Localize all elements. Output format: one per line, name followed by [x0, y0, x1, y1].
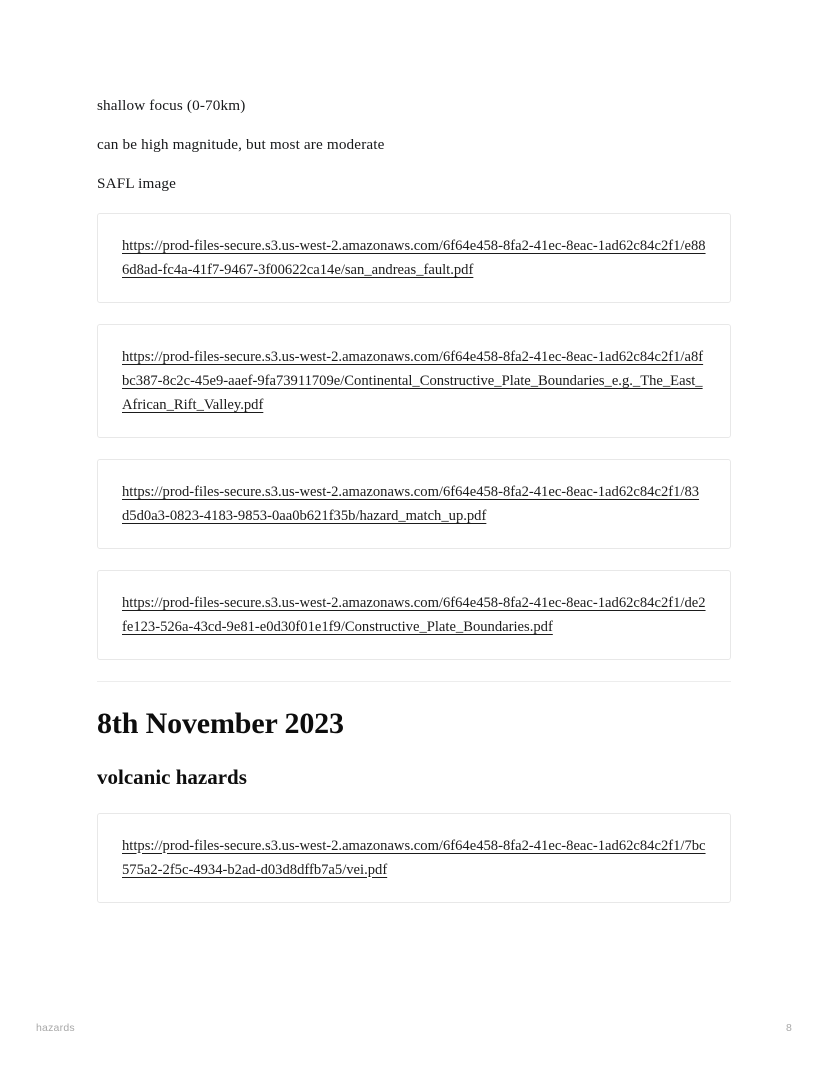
body-paragraph-shallow-focus: shallow focus (0-70km)	[97, 97, 246, 114]
footer-page-number: 8	[785, 1022, 792, 1034]
section-date-heading: 8th November 2023	[97, 707, 344, 741]
file-card-vei[interactable]	[97, 813, 731, 903]
file-card-continental-constructive-plate-boundaries[interactable]	[97, 324, 731, 438]
section-subheading: volcanic hazards	[97, 765, 247, 790]
file-link-san-andreas-fault[interactable]: https://prod-files-secure.s3.us-west-2.amazonaws.com/6f64e458-8fa2-41ec-8eac-1ad62c84c2f1/e886d8ad-fc4a-41f7-9467-3f00622ca14e/san_andreas_fault.pdf	[122, 238, 706, 279]
file-card-san-andreas-fault[interactable]	[97, 213, 731, 303]
file-link-hazard-match-up[interactable]: https://prod-files-secure.s3.us-west-2.amazonaws.com/6f64e458-8fa2-41ec-8eac-1ad62c84c2f1/83d5d0a3-0823-4183-9853-0aa0b621f35b/hazard_match_up.pdf	[122, 484, 700, 525]
file-link-vei[interactable]: https://prod-files-secure.s3.us-west-2.amazonaws.com/6f64e458-8fa2-41ec-8eac-1ad62c84c2f1/7bc575a2-2f5c-4934-b2ad-d03d8dffb7a5/vei.pdf	[122, 837, 706, 878]
body-paragraph-magnitude: can be high magnitude, but most are moderate	[97, 136, 385, 154]
file-link-constructive-plate-boundaries[interactable]: https://prod-files-secure.s3.us-west-2.amazonaws.com/6f64e458-8fa2-41ec-8eac-1ad62c84c2f1/de2fe123-526a-43cd-9e81-e0d30f01e1f9/Constructive_Plate_Boundaries.pdf	[122, 595, 706, 636]
file-card-hazard-match-up[interactable]	[97, 459, 731, 549]
file-card-constructive-plate-boundaries[interactable]	[97, 570, 731, 660]
page-content	[97, 96, 731, 924]
file-link-continental-constructive-plate-boundaries[interactable]: https://prod-files-secure.s3.us-west-2.amazonaws.com/6f64e458-8fa2-41ec-8eac-1ad62c84c2f1/a8fbc387-8c2c-45e9-aaef-9fa73911709e/Continental_Constructive_Plate_Boundaries_e.g._The_East_African_Rift_Valley.pdf	[122, 349, 704, 414]
page-footer	[36, 1019, 792, 1037]
body-paragraph-safl-image: SAFL image	[97, 175, 176, 193]
section-divider	[97, 681, 731, 682]
footer-document-title: hazards	[36, 1022, 75, 1034]
